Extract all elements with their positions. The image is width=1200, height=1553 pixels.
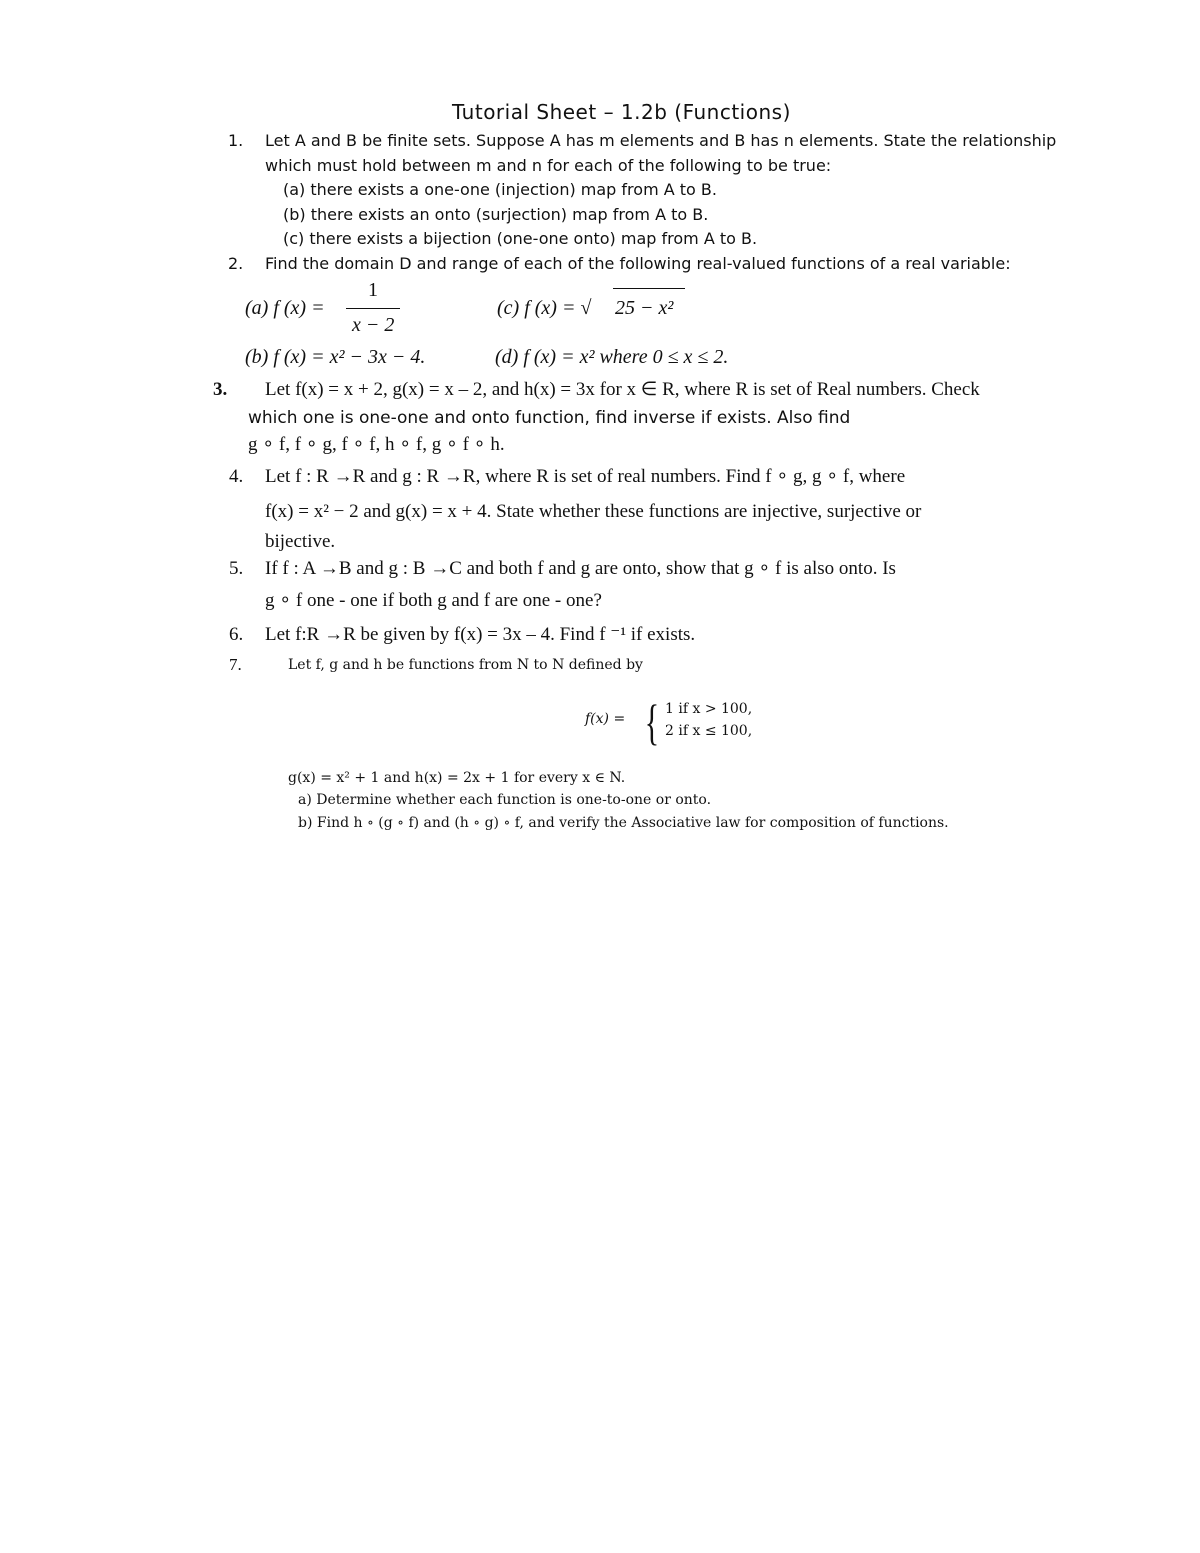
q3-text: Let f(x) = x + 2, g(x) = x – 2, and h(x) = 3x for x ∈ R, where R is set of Real numbers. Check <box>265 379 980 400</box>
q2-c-radicand: 25 − x² <box>615 297 674 319</box>
q1-text: Let A and B be finite sets. Suppose A has m elements and B has n elements. State the relationship <box>265 131 1057 150</box>
q3-text-2: which one is one-one and onto function, find inverse if exists. Also find <box>248 408 851 428</box>
q7-part-b: b) Find h ∘ (g ∘ f) and (h ∘ g) ∘ f, and verify the Associative law for composition of functions. <box>298 815 949 831</box>
q7-part-a: a) Determine whether each function is one-to-one or onto. <box>298 792 712 808</box>
q7-text: Let f, g and h be functions from N to N defined by <box>288 657 643 673</box>
q4-text-3: bijective. <box>265 531 336 552</box>
q2-part-d: (d) f (x) = x² where 0 ≤ x ≤ 2. <box>495 346 729 368</box>
q2-text: Find the domain D and range of each of the following real-valued functions of a real variable: <box>265 254 1011 273</box>
q1-part-a: (a) there exists a one-one (injection) map from A to B. <box>283 180 717 199</box>
q2-part-b: (b) f (x) = x² − 3x − 4. <box>245 346 426 368</box>
q6-text: Let f:R →R be given by f(x) = 3x – 4. Find f ⁻¹ if exists. <box>265 624 696 645</box>
q1-part-c: (c) there exists a bijection (one-one onto) map from A to B. <box>283 229 758 248</box>
q7-case-2: 2 if x ≤ 100, <box>665 723 753 739</box>
fraction-bar <box>346 308 400 309</box>
q5-text-2: g ∘ f one - one if both g and f are one - one? <box>265 590 602 611</box>
q5-number: 5. <box>229 558 244 579</box>
q2-number: 2. <box>228 254 244 273</box>
q7-text-2: g(x) = x² + 1 and h(x) = 2x + 1 for every x ∈ N. <box>288 770 626 786</box>
q3-number: 3. <box>213 379 228 400</box>
page-title: Tutorial Sheet – 1.2b (Functions) <box>452 100 791 124</box>
q2-c-lhs: (c) f (x) = √ <box>497 297 592 319</box>
sqrt-bar <box>613 288 685 289</box>
q7-f-lhs: f(x) = <box>585 711 626 727</box>
q3-text-3: g ∘ f, f ∘ g, f ∘ f, h ∘ f, g ∘ f ∘ h. <box>248 434 505 455</box>
q7-number: 7. <box>229 655 242 674</box>
q2-a-denominator: x − 2 <box>352 314 395 336</box>
q1-number: 1. <box>228 131 244 150</box>
q4-text: Let f : R →R and g : R →R, where R is set of real numbers. Find f ∘ g, g ∘ f, where <box>265 466 906 487</box>
q6-number: 6. <box>229 624 244 645</box>
brace: { <box>644 694 660 750</box>
q1-text-2: which must hold between m and n for each of the following to be true: <box>265 156 832 175</box>
q5-text: If f : A →B and g : B →C and both f and g are onto, show that g ∘ f is also onto. Is <box>265 558 896 579</box>
q2-a-numerator: 1 <box>368 279 378 301</box>
q4-number: 4. <box>229 466 244 487</box>
q1-part-b: (b) there exists an onto (surjection) map from A to B. <box>283 205 709 224</box>
q4-text-2: f(x) = x² − 2 and g(x) = x + 4. State whether these functions are injective, surjective or <box>265 501 922 522</box>
q2-a-lhs: (a) f (x) = <box>245 297 325 319</box>
q7-case-1: 1 if x > 100, <box>665 701 753 717</box>
